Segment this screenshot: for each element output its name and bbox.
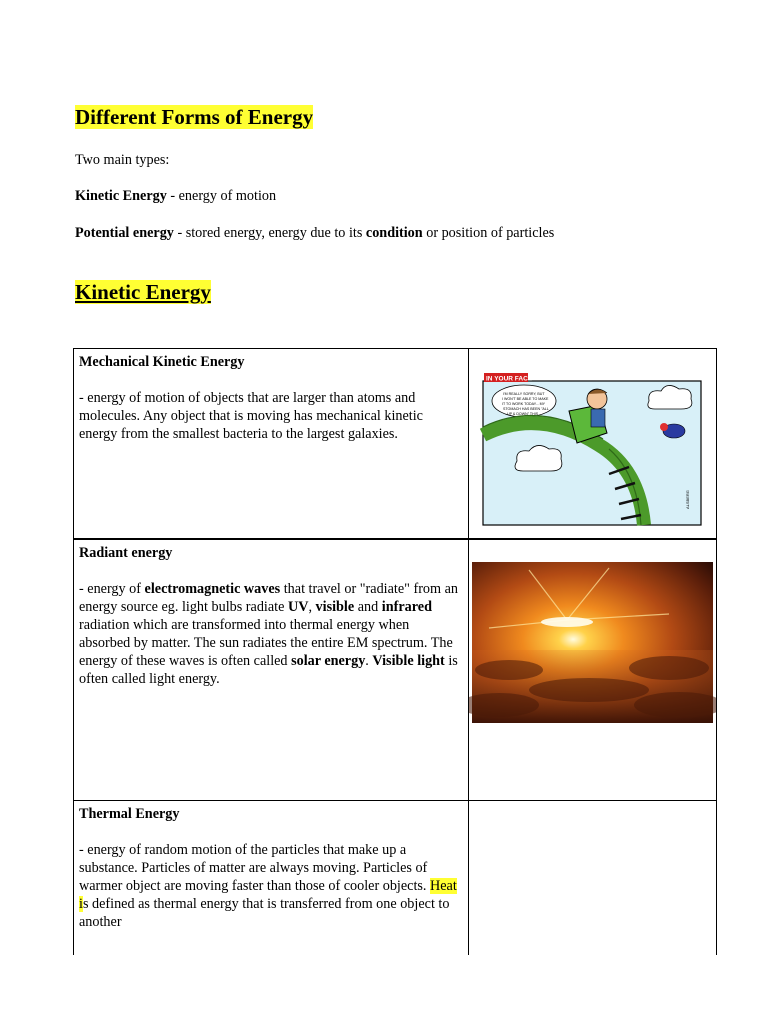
thermal-title: Thermal Energy xyxy=(79,806,180,822)
comic-header: IN YOUR FACE xyxy=(486,375,533,383)
potential-rest-2: or position of particles xyxy=(422,225,555,241)
energy-table xyxy=(73,348,717,961)
intro-text: Two main types: xyxy=(75,152,170,168)
svg-text:MORNING!: MORNING! xyxy=(514,417,533,421)
radiant-text-1: - energy of xyxy=(79,580,145,597)
section-title-text: Kinetic Energy xyxy=(75,280,211,304)
thermal-text-1: - energy of random motion of the particles that make up a substance. Particles of matter are always moving. Particles of warmer object are moving faster than those of cooler objects. xyxy=(79,842,431,894)
table-row xyxy=(74,349,717,539)
kinetic-rest: - energy of motion xyxy=(166,188,277,204)
svg-text:ALSBERG: ALSBERG xyxy=(685,490,690,509)
radiant-text-7: is often called light energy. xyxy=(79,652,458,687)
potential-term: Potential energy xyxy=(75,225,174,241)
mechanical-body: - energy of motion of objects that are larger than atoms and molecules. Any object that is moving has mechanical kinetic energy from the smallest bacteria to the largest galaxies. xyxy=(79,390,423,442)
comic-cell xyxy=(469,349,717,539)
svg-text:I'M REALLY SORRY, BUT: I'M REALLY SORRY, BUT xyxy=(503,392,545,396)
radiant-cell xyxy=(74,539,469,801)
radiant-bold-em-waves: electromagnetic waves xyxy=(144,580,281,597)
mechanical-title: Mechanical Kinetic Energy xyxy=(79,354,245,370)
radiant-text-4: and xyxy=(354,598,382,615)
empty-image-cell xyxy=(469,801,717,961)
radiant-text-2: that travel or "radiate" from an energy source eg. light bulbs radiate xyxy=(79,580,459,615)
thermal-body xyxy=(79,841,464,931)
radiant-bold-uv: UV xyxy=(287,598,309,615)
mechanical-cell xyxy=(74,349,469,539)
radiant-text-3: , xyxy=(308,598,316,615)
section-title xyxy=(75,279,211,306)
svg-text:STOMACH HAS BEEN "ALL: STOMACH HAS BEEN "ALL xyxy=(503,407,549,411)
radiant-bold-infrared: infrared xyxy=(381,598,432,615)
radiant-text-5: radiation which are transformed into thermal energy when absorbed by matter. The sun radiates the entire EM spectrum. The energy of these waves is often called xyxy=(79,616,453,669)
page-title xyxy=(75,104,313,131)
radiant-text-6: . xyxy=(365,652,373,669)
kinetic-term: Kinetic Energy xyxy=(75,188,167,204)
table-row xyxy=(74,539,717,801)
radiant-bold-visible: visible xyxy=(315,598,355,615)
radiant-title: Radiant energy xyxy=(79,544,173,561)
radiant-body xyxy=(79,580,464,688)
thermal-heat-highlight: Heat i xyxy=(79,878,457,912)
sunset-cell xyxy=(469,539,717,801)
svg-text:I WON'T BE ABLE TO MAKE: I WON'T BE ABLE TO MAKE xyxy=(502,397,549,401)
thermal-cell xyxy=(74,801,469,961)
roller-coaster-comic xyxy=(469,349,716,537)
radiant-bold-solar: solar energy xyxy=(291,652,366,669)
kinetic-definition xyxy=(75,187,276,205)
svg-text:UP & DOWN" THIS: UP & DOWN" THIS xyxy=(507,412,539,416)
potential-condition: condition xyxy=(365,225,423,241)
thermal-text-2: s defined as thermal energy that is transferred from one object to another xyxy=(79,896,450,930)
table-row xyxy=(74,801,717,961)
svg-text:IT TO WORK TODAY... MY: IT TO WORK TODAY... MY xyxy=(502,402,546,406)
sunset-photo xyxy=(469,540,716,800)
potential-definition xyxy=(75,224,554,242)
radiant-bold-visible-light: Visible light xyxy=(372,652,445,669)
page-bottom-margin xyxy=(0,955,768,1024)
potential-rest-1: - stored energy, energy due to its xyxy=(173,225,366,241)
page-title-text: Different Forms of Energy xyxy=(75,105,314,129)
